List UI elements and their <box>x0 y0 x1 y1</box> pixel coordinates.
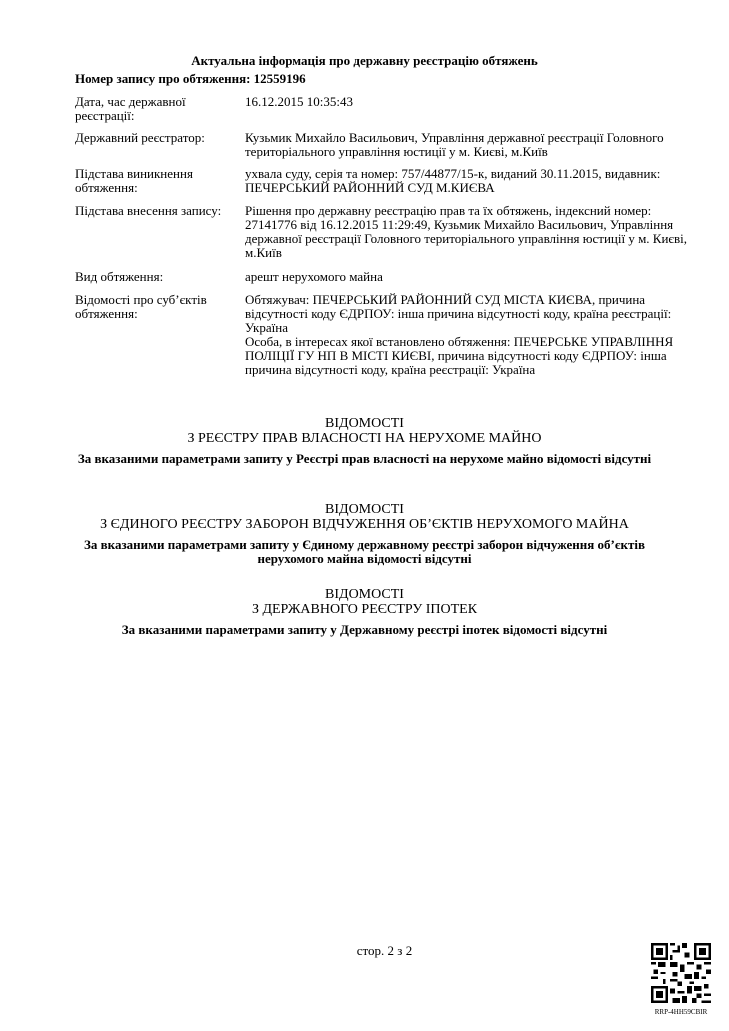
record-number: Номер запису про обтяження: 12559196 <box>75 71 306 86</box>
qr-code-icon <box>651 943 711 1003</box>
row-label: Вид обтяження: <box>75 269 164 284</box>
row-value: Кузьмик Михайло Васильович, Управління державної реєстрації Головного територіального управління юстиції у м. Києві, м.Київ <box>245 130 664 159</box>
section-subtitle: З ДЕРЖАВНОГО РЕЄСТРУ ІПОТЕК <box>251 602 478 617</box>
row-value: Рішення про державну реєстрацію прав та їх обтяжень, індексний номер: 27141776 від 16.12.2015 11:29:49, Кузьмик Михайло Васильович, Управління державної реєстрації Головного територіального управління юстиції у м. Києві, м.Київ <box>245 203 688 260</box>
row-value: 16.12.2015 10:35:43 <box>245 94 353 109</box>
row-label: Дата, час державної реєстрації: <box>75 94 186 123</box>
row-value <box>245 293 695 377</box>
page-title: Актуальна інформація про державну реєстрацію обтяжень <box>191 53 538 68</box>
section-property-rights-registry <box>0 416 729 466</box>
beneficiary-info: Особа, в інтересах якої встановлено обтяження: ПЕЧЕРСЬКЕ УПРАВЛІННЯ ПОЛІЦІЇ ГУ НП В МІСТІ КИЄВІ, причина відсутності коду ЄДРПОУ: інша причина відсутності коду, країна реєстрації: Україна <box>245 334 674 377</box>
section-note: За вказаними параметрами запиту у Єдиному державному реєстрі заборон відчуження об’єктів нерухомого майна відомості відсутні <box>84 537 645 566</box>
section-subtitle: З ЄДИНОГО РЕЄСТРУ ЗАБОРОН ВІДЧУЖЕННЯ ОБ’ЄКТІВ НЕРУХОМОГО МАЙНА <box>100 517 629 532</box>
section-title: ВІДОМОСТІ <box>325 502 404 517</box>
row-value: арешт нерухомого майна <box>245 269 383 284</box>
section-note: За вказаними параметрами запиту у Реєстрі прав власності на нерухоме майно відомості відсутні <box>77 451 652 466</box>
row-label: Відомості про суб’єктів обтяження: <box>75 292 207 321</box>
section-subtitle: З РЕЄСТРУ ПРАВ ВЛАСНОСТІ НА НЕРУХОМЕ МАЙНО <box>187 431 542 446</box>
row-label: Підстава виникнення обтяження: <box>75 166 193 195</box>
encumbrancer-info: Обтяжувач: ПЕЧЕРСЬКИЙ РАЙОННИЙ СУД МІСТА КИЄВА, причина відсутності коду ЄДРПОУ: інша причина відсутності коду, країна реєстрації: Україна <box>245 292 672 335</box>
section-note: За вказаними параметрами запиту у Державному реєстрі іпотек відомості відсутні <box>121 622 608 637</box>
page-number: стор. 2 з 2 <box>356 943 413 958</box>
qr-code-text: RRP-4HH59CBIR <box>654 1008 708 1016</box>
section-title: ВІДОМОСТІ <box>325 587 404 602</box>
section-title: ВІДОМОСТІ <box>325 416 404 431</box>
row-value: ухвала суду, серія та номер: 757/44877/15-к, виданий 30.11.2015, видавник: ПЕЧЕРСЬКИЙ РАЙОННИЙ СУД М.КИЄВА <box>245 166 661 195</box>
section-mortgage-registry <box>0 587 729 637</box>
row-label: Державний реєстратор: <box>75 130 205 145</box>
section-prohibitions-registry <box>0 502 729 566</box>
row-label: Підстава внесення запису: <box>75 203 222 218</box>
